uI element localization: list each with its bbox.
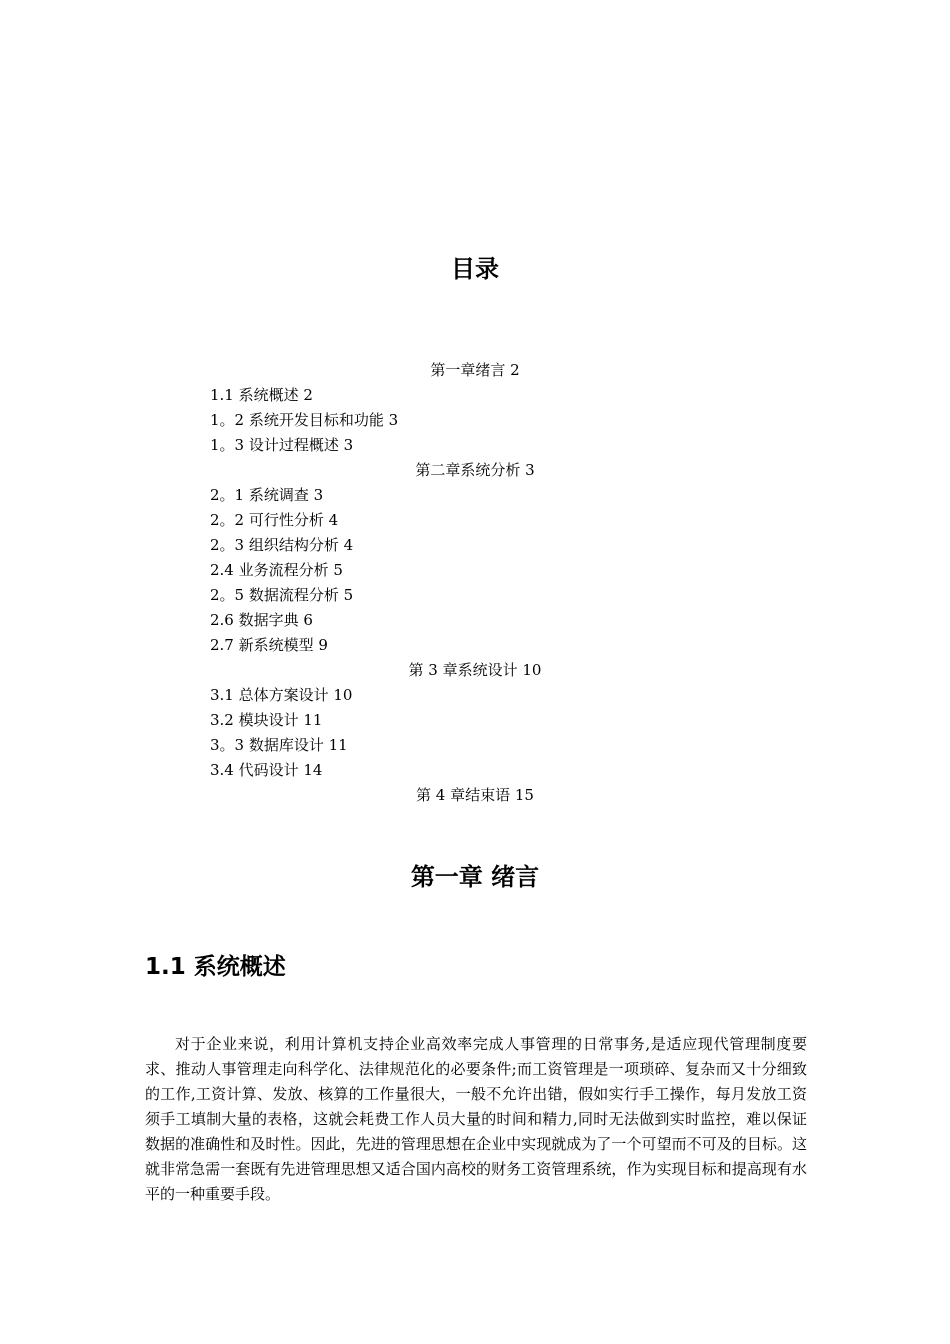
toc-section-entry: 3.1 总体方案设计 10 xyxy=(210,686,353,704)
chapter-heading: 第一章 绪言 xyxy=(410,863,540,891)
toc-chapter-entry: 第一章绪言 2 xyxy=(430,361,520,379)
toc-section-entry: 3.2 模块设计 11 xyxy=(210,711,323,729)
toc-section-entry: 2。3 组织结构分析 4 xyxy=(210,536,354,554)
toc-section-entry: 3。3 数据库设计 11 xyxy=(210,736,348,754)
toc-section-entry: 2。1 系统调查 3 xyxy=(210,486,324,504)
section-heading: 1.1 系统概述 xyxy=(145,954,286,980)
toc-section-entry: 1。2 系统开发目标和功能 3 xyxy=(210,411,399,429)
toc-chapter-entry: 第二章系统分析 3 xyxy=(415,461,535,479)
toc-chapter-entry: 第 4 章结束语 15 xyxy=(416,786,534,804)
toc-section-entry: 2。2 可行性分析 4 xyxy=(210,511,339,529)
toc-title: 目录 xyxy=(451,255,499,283)
table-of-contents xyxy=(0,358,950,808)
toc-section-entry: 1。3 设计过程概述 3 xyxy=(210,436,354,454)
toc-chapter-entry: 第 3 章系统设计 10 xyxy=(408,661,542,679)
toc-section-entry: 1.1 系统概述 2 xyxy=(210,386,313,404)
toc-section-entry: 3.4 代码设计 14 xyxy=(210,761,323,779)
toc-section-entry: 2。5 数据流程分析 5 xyxy=(210,586,354,604)
toc-section-entry: 2.6 数据字典 6 xyxy=(210,611,313,629)
body-paragraph: 对于企业来说，利用计算机支持企业高效率完成人事管理的日常事务,是适应现代管理制度要求、推动人事管理走向科学化、法律规范化的必要条件;而工资管理是一项琐碎、复杂而又十分细致的工作,工资计算、发放、核算的工作量很大，一般不允许出错，假如实行手工操作，每月发放工资须手工填制大量的表格，这就会耗费工作人员大量的时间和精力,同时无法做到实时监控，难以保证数据的准确性和及时性。因此，先进的管理思想在企业中实现就成为了一个可望而不可及的目标。这就非常急需一套既有先进管理思想又适合国内高校的财务工资管理系统，作为实现目标和提高现有水平的一种重要手段。 xyxy=(145,1035,807,1203)
toc-section-entry: 2.4 业务流程分析 5 xyxy=(210,561,343,579)
toc-section-entry: 2.7 新系统模型 9 xyxy=(210,636,328,654)
